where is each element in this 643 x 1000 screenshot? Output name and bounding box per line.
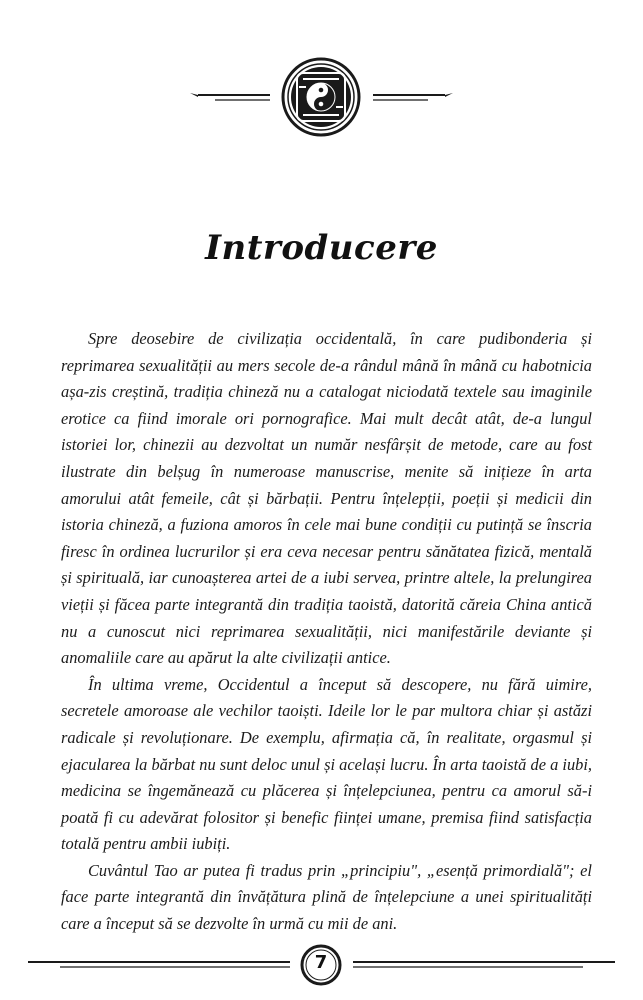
- yin-yang-shou-medallion-icon: [0, 55, 643, 140]
- page-number: 7: [314, 952, 328, 973]
- page-title: Introducere: [205, 228, 438, 268]
- paragraph: În ultima vreme, Occidentul a început să descopere, nu fără uimire, secretele amoroase ale vechilor taoiști. Ideile lor le par multora chiar și astăzi radicale și revoluționare. De exemplu, afirmația că, în realitate, orgasmul și ejacularea la bărbat nu sunt deloc unul și același lucru. În arta taoistă de a iubi, medicina se îngemănează cu plăcerea și înțelepciunea, pentru ca amorul să-i poată fi cu adevărat folositor și benefic ființei umane, premisa fiind satisfacția totală pentru ambii iubiți.: [61, 674, 592, 854]
- paragraph: Spre deosebire de civilizația occidentală, în care pudibonderia și reprimarea sexualității au mers secole de-a rândul mână în mână cu habotnicia așa-zis creștină, tradiția chineză nu a catalogat niciodată textele sau imaginile erotice ca fiind imorale ori pornografice. Mai mult decât atât, de-a lungul istoriei lor, chinezii au dezvoltat un număr nesfârșit de metode, care au fost ilustrate din belșug în numeroase manuscrise, menite să inițieze în arta amorului atât femeile, cât și bărbații. Pentru înțelepții, poeții și medicii din istoria chineză, a fuziona amoros în cele mai bune condiții cu putință se înscria firesc în ordinea lucrurilor și era ceva necesar pentru sănătatea fizică, mentală și spirituală, iar cunoașterea artei de a iubi servea, printre altele, la prelungirea vieții și făcea parte integrantă din tradiția taoistă, datorită căreia China antică nu a cunoscut nici reprimarea sexualității, nici manifestările deviante și anomaliile care au apărut la alte civilizații antice.: [61, 329, 592, 668]
- body-text: [61, 326, 592, 938]
- paragraph: Cuvântul Tao ar putea fi tradus prin „principiu", „esență primordială"; el face parte integrantă din învățătura plină de înțelepciune a unei spiritualități care a început să se dezvolte în urmă cu mii de ani.: [61, 860, 592, 934]
- top-ornament: [0, 55, 643, 140]
